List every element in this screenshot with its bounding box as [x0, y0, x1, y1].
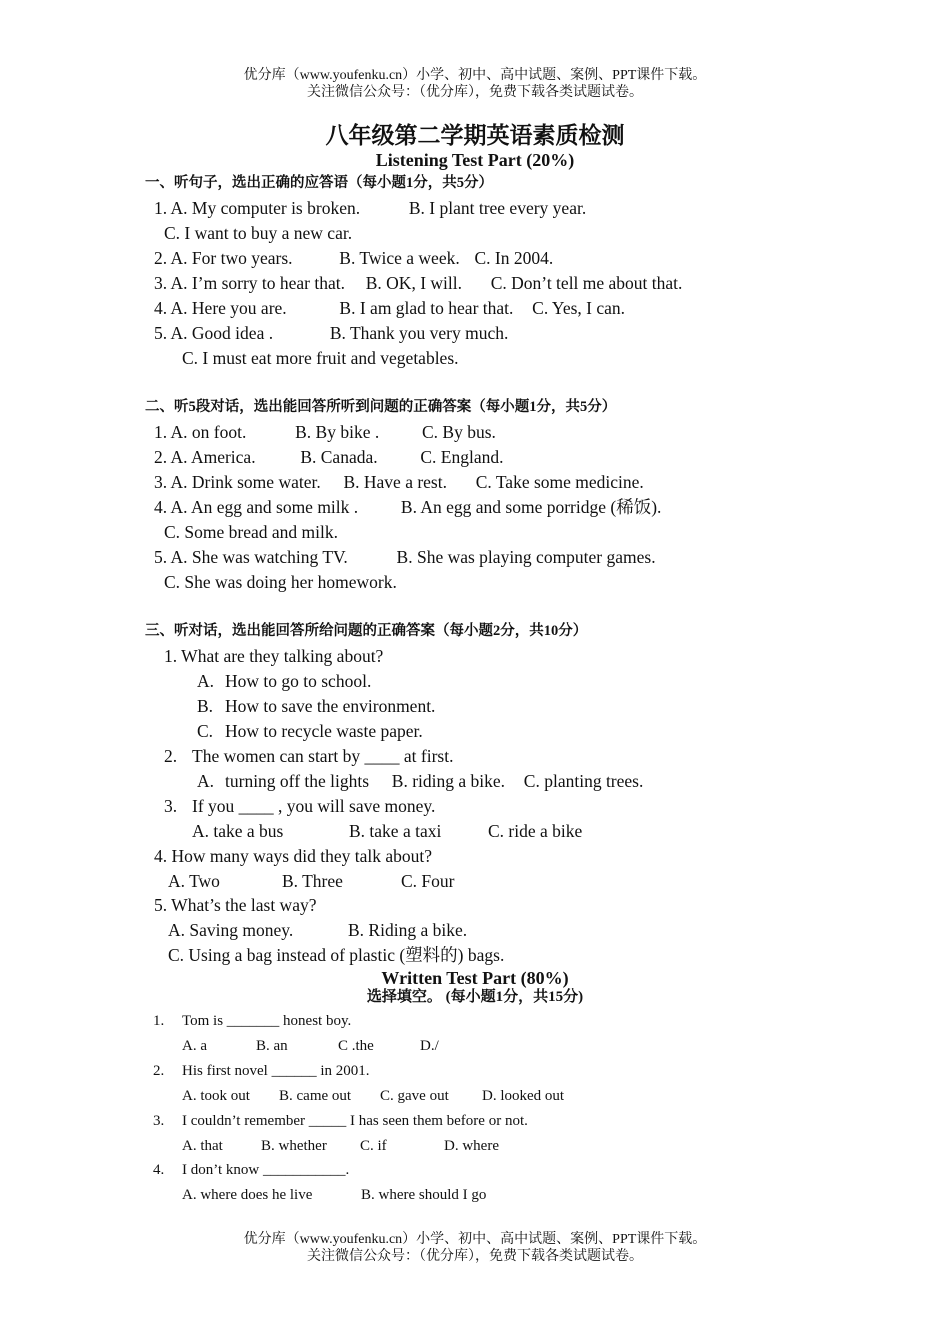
s1-q2-c: C. In 2004.: [474, 248, 554, 268]
s3-q2-a-text: turning off the lights: [225, 771, 370, 791]
s3-q1-c-text: How to recycle waste paper.: [225, 721, 423, 741]
s1-q4-a: 4. A. Here you are.: [154, 298, 287, 318]
s1-item5: [154, 322, 508, 344]
s1-q1-c: C. I want to buy a new car.: [164, 223, 353, 243]
s1-q5-c: C. I must eat more fruit and vegetables.: [182, 348, 459, 368]
s3-q4-options: [168, 870, 454, 892]
s1-q4-b: B. I am glad to hear that.: [339, 298, 514, 318]
s1-q3-c: C. Don’t tell me about that.: [490, 273, 683, 293]
s2-q2-a: 2. A. America.: [154, 447, 256, 467]
page-header: [0, 67, 950, 101]
s1-q5-a: 5. A. Good idea .: [154, 323, 274, 343]
s4-q1-opt-c: C .the: [338, 1038, 374, 1054]
s1-q1-a: 1. A. My computer is broken.: [154, 198, 361, 218]
s4-q3-opt-d: D. where: [444, 1138, 499, 1154]
s3-q5-c: C. Using a bag instead of plastic (塑料的) bags.: [168, 945, 505, 965]
s4-q2-opt-d: D. looked out: [482, 1088, 565, 1104]
s2-q2-b: B. Canada.: [300, 447, 378, 467]
s3-q4-c: C. Four: [401, 871, 455, 891]
s2-q4-a: 4. A. An egg and some milk .: [154, 497, 359, 517]
s4-q3-text: I couldn’t remember _____ I has seen them before or not.: [182, 1113, 528, 1129]
page-title: 八年级第二学期英语素质检测: [325, 123, 625, 148]
s2-q4-c: C. Some bread and milk.: [164, 522, 339, 542]
s4-q4: [153, 1159, 349, 1181]
s2-item5: [154, 546, 656, 568]
s2-item3: [154, 471, 644, 493]
s3-q1-b-text: How to save the environment.: [225, 696, 436, 716]
section3-heading: 三、听对话，选出能回答所给问题的正确答案（每小题2分，共10分）: [145, 623, 588, 639]
s1-q3-a: 3. A. I’m sorry to hear that.: [154, 273, 345, 293]
section1-heading: 一、听句子，选出正确的应答语（每小题1分，共5分）: [145, 175, 493, 191]
s3-q2-b: B. riding a bike.: [391, 771, 506, 791]
s1-item4: [154, 297, 625, 319]
s3-q5-text: 5. What’s the last way?: [154, 895, 317, 915]
s4-q2-opt-b: B. came out: [279, 1088, 352, 1104]
s3-q3: [164, 795, 435, 817]
s4-q2-options: [182, 1085, 564, 1107]
s4-q2-opt-a: A. took out: [182, 1088, 250, 1104]
s4-q3-opt-b: B. whether: [261, 1138, 327, 1154]
footer-line-1: 优分库（www.youfenku.cn）小学、初中、高中试题、案例、PPT课件下载。: [243, 1232, 707, 1247]
s4-q4-options: [182, 1184, 486, 1206]
s4-q3-number: 3.: [153, 1113, 165, 1129]
s3-q3-number: 3.: [164, 796, 178, 816]
s2-q5-b: B. She was playing computer games.: [396, 547, 656, 567]
s3-q2-options: [197, 770, 643, 792]
s2-q4-b: B. An egg and some porridge (稀饭).: [400, 497, 662, 517]
s1-q1-b: B. I plant tree every year.: [408, 198, 587, 218]
s2-q5-a: 5. A. She was watching TV.: [154, 547, 348, 567]
s4-q3-opt-c: C. if: [360, 1138, 387, 1154]
s4-q4-text: I don’t know ___________.: [182, 1162, 350, 1178]
section4-heading: 选择填空。 (每小题1分，共15分): [366, 989, 584, 1005]
s3-q2-c: C. planting trees.: [523, 771, 644, 791]
s2-q2-c: C. England.: [420, 447, 504, 467]
header-line-1: 优分库（www.youfenku.cn）小学、初中、高中试题、案例、PPT课件下载。: [243, 68, 707, 83]
s1-item3: [154, 272, 682, 294]
s3-q4-a: A. Two: [168, 871, 220, 891]
s3-q5-a: A. Saving money.: [168, 920, 294, 940]
s1-item1: [154, 197, 586, 219]
s3-q4-text: 4. How many ways did they talk about?: [154, 846, 433, 866]
s3-q3-b: B. take a taxi: [349, 821, 442, 841]
s3-q2-text: The women can start by ____ at first.: [192, 746, 454, 766]
s3-q3-a: A. take a bus: [192, 821, 284, 841]
s4-q2-text: His first novel ______ in 2001.: [182, 1063, 370, 1079]
s4-q1-number: 1.: [153, 1013, 165, 1029]
s4-q3: [153, 1110, 528, 1132]
s4-q2-number: 2.: [153, 1063, 165, 1079]
s2-q3-c: C. Take some medicine.: [475, 472, 644, 492]
s1-q2-b: B. Twice a week.: [339, 248, 460, 268]
s2-q1-c: C. By bus.: [421, 422, 496, 442]
s3-q1-c-letter: C.: [197, 721, 214, 741]
s3-q1-a-letter: A.: [197, 671, 215, 691]
s3-q1-b-letter: B.: [197, 696, 214, 716]
section2-heading: 二、听5段对话，选出能回答所听到问题的正确答案（每小题1分，共5分）: [145, 399, 617, 415]
s3-q5-options: [168, 919, 467, 941]
s2-q1-b: B. By bike .: [295, 422, 380, 442]
s2-q1-a: 1. A. on foot.: [154, 422, 247, 442]
s4-q3-opt-a: A. that: [182, 1138, 223, 1154]
listening-title: Listening Test Part (20%): [375, 150, 575, 170]
s3-q2: [164, 745, 453, 767]
s2-item2: [154, 446, 503, 468]
s4-q1-opt-b: B. an: [256, 1038, 288, 1054]
s4-q4-number: 4.: [153, 1162, 165, 1178]
s2-q5-c: C. She was doing her homework.: [164, 572, 397, 592]
s4-q1: [153, 1010, 351, 1032]
s2-q3-b: B. Have a rest.: [343, 472, 447, 492]
s3-q2-number: 2.: [164, 746, 178, 766]
s3-q2-a-letter: A.: [197, 771, 215, 791]
s4-q1-options: [182, 1035, 439, 1057]
s3-q5-b: B. Riding a bike.: [348, 920, 468, 940]
s4-q1-text: Tom is _______ honest boy.: [182, 1013, 352, 1029]
s2-q3-a: 3. A. Drink some water.: [154, 472, 321, 492]
s3-q3-c: C. ride a bike: [488, 821, 583, 841]
s4-q2-opt-c: C. gave out: [380, 1088, 449, 1104]
s3-q1-a-text: How to go to school.: [225, 671, 372, 691]
s4-q1-opt-d: D./: [420, 1038, 439, 1054]
footer-line-2: 关注微信公众号：（优分库），免费下载各类试题试卷。: [307, 1249, 643, 1264]
written-title: Written Test Part (80%): [381, 968, 569, 988]
s4-q3-options: [182, 1135, 499, 1157]
s4-q4-opt-b: B. where should I go: [361, 1187, 487, 1203]
s3-q3-text: If you ____ , you will save money.: [192, 796, 436, 816]
s1-q5-b: B. Thank you very much.: [329, 323, 509, 343]
s2-item4: [154, 496, 661, 518]
s3-q1-option-a: [197, 670, 371, 692]
s1-q2-a: 2. A. For two years.: [154, 248, 293, 268]
header-line-2: 关注微信公众号：（优分库），免费下载各类试题试卷。: [307, 85, 643, 100]
s4-q1-opt-a: A. a: [182, 1038, 207, 1054]
s4-q2: [153, 1060, 370, 1082]
s1-item2: [154, 247, 553, 269]
s3-q1-option-b: [197, 695, 435, 717]
s4-q4-opt-a: A. where does he live: [182, 1187, 313, 1203]
s2-item1: [154, 421, 496, 443]
s3-q1-text: 1. What are they talking about?: [164, 646, 384, 666]
s1-q3-b: B. OK, I will.: [365, 273, 462, 293]
page-footer: [0, 1231, 950, 1265]
s3-q1-option-c: [197, 720, 423, 742]
s3-q3-options: [192, 820, 582, 842]
s1-q4-c: C. Yes, I can.: [532, 298, 626, 318]
s3-q4-b: B. Three: [282, 871, 343, 891]
